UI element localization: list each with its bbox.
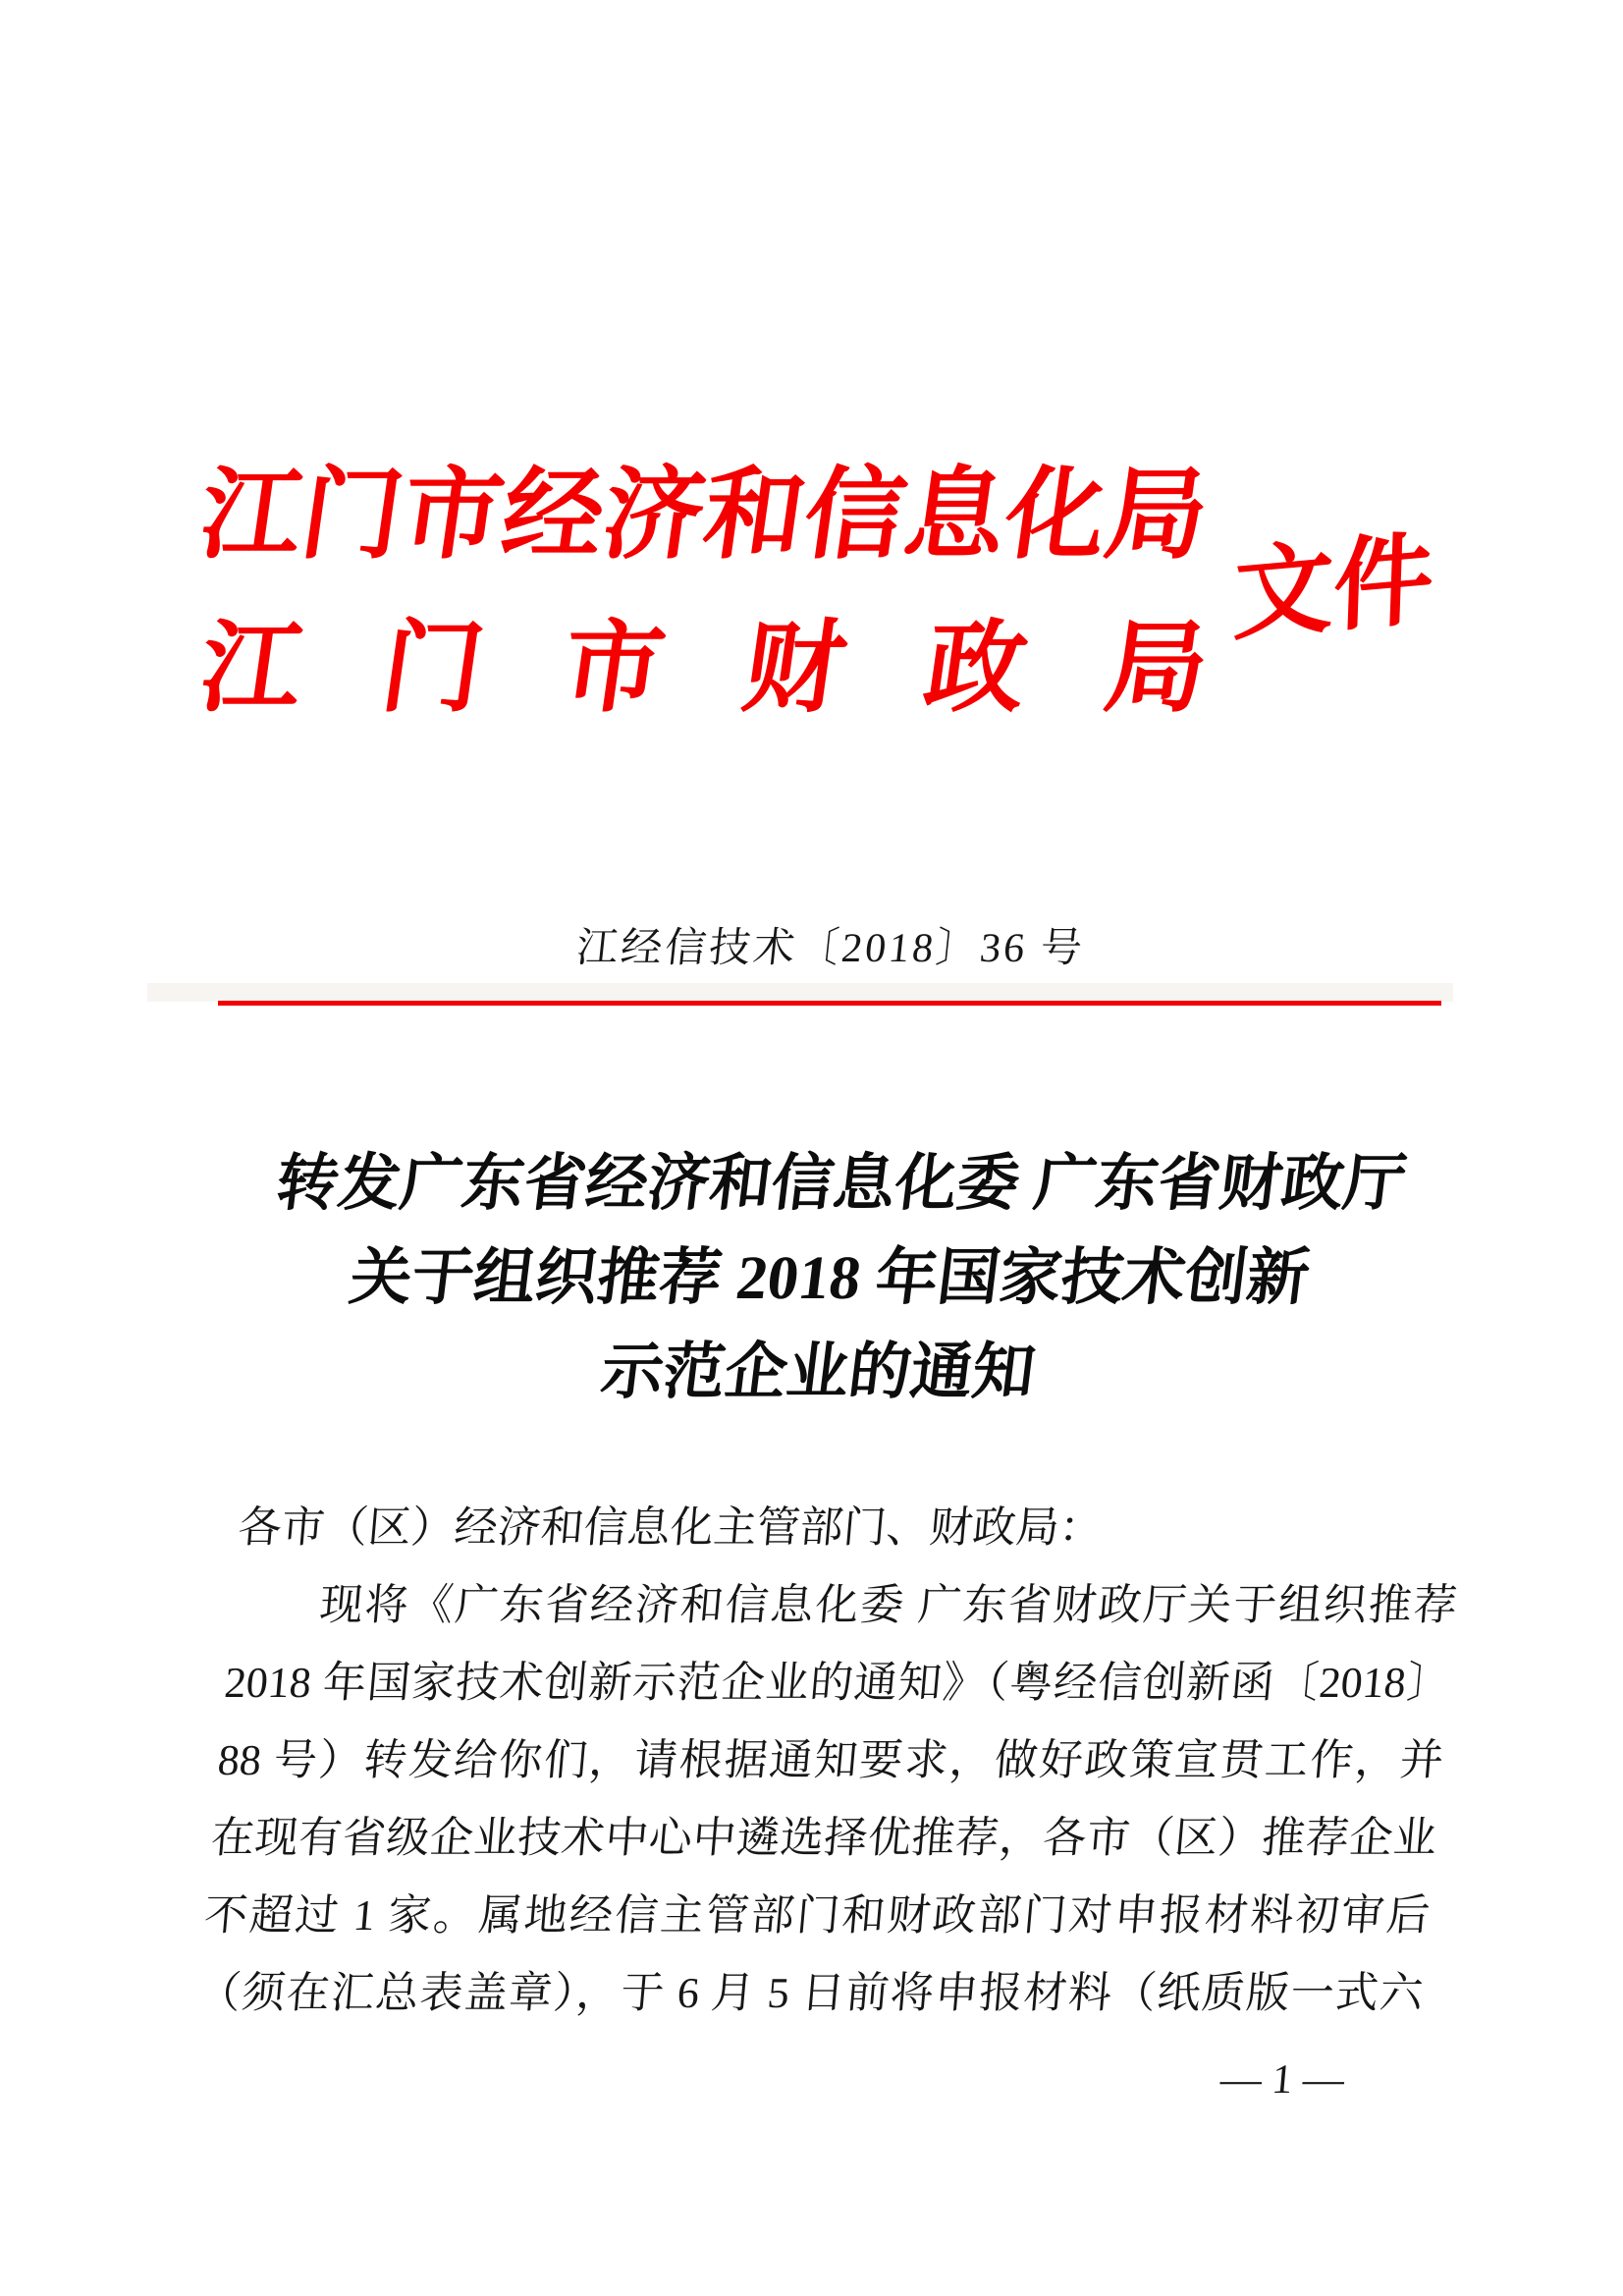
page-number: — 1 — xyxy=(1217,2057,1347,2103)
letterhead-agency-line2: 江 门 市 财 政 局 xyxy=(193,614,1216,725)
red-divider-line xyxy=(218,1001,1441,1006)
title-line-1: 转发广东省经济和信息化委 广东省财政厅 xyxy=(272,1149,1410,1218)
paragraph-line: 在现有省级企业技术中心中遴选择优推荐，各市（区）推荐企业 xyxy=(208,1814,1439,1862)
body-text xyxy=(194,1489,1467,2032)
letterhead-agency-line1: 江门市经济和信息化局 xyxy=(193,461,1216,572)
letterhead-doc-type-label: 文件 xyxy=(1231,523,1435,654)
salutation-line: 各市（区）经济和信息化主管部门、财政局： xyxy=(236,1503,1105,1552)
paragraph-line: 现将《广东省经济和信息化委 广东省财政厅关于组织推荐 xyxy=(317,1581,1459,1629)
reference-number: 江经信技术〔2018〕36 号 xyxy=(573,926,1088,971)
title-line-2: 关于组织推荐 2018 年国家技术创新 xyxy=(346,1243,1314,1312)
title-line-3: 示范企业的通知 xyxy=(597,1338,1040,1406)
paragraph-line: （须在汇总表盖章），于 6 月 5 日前将申报材料（纸质版一式六 xyxy=(195,1969,1426,2017)
paragraph-line: 88 号）转发给你们，请根据通知要求，做好政策宣贯工作，并 xyxy=(215,1736,1446,1784)
paragraph-line: 2018 年国家技术创新示范企业的通知》（粤经信创新函〔2018〕 xyxy=(222,1659,1453,1707)
document-title xyxy=(179,1136,1480,1419)
paragraph-line: 不超过 1 家。属地经信主管部门和财政部门对申报材料初审后 xyxy=(202,1891,1433,1940)
scan-artifact-band xyxy=(147,983,1453,1002)
